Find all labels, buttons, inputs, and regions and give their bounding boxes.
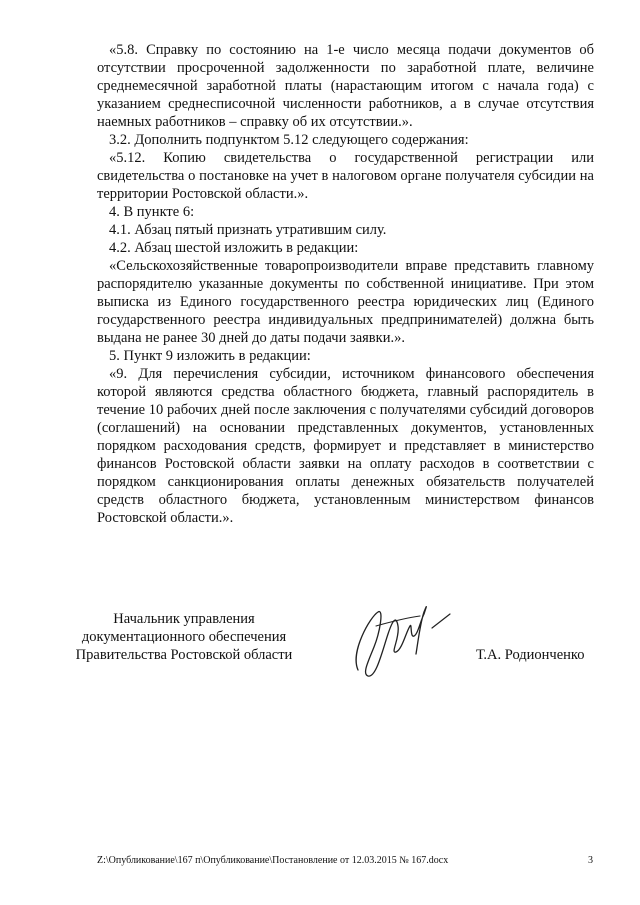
paragraph-4-1: 4.1. Абзац пятый признать утратившим силу.: [109, 222, 387, 238]
paragraph-quote-agri: «Сельскохозяйственные товаропроизводители вправе представить главному распорядителю указанные документы по собственной инициативе. При этом выписка из Единого государственного реестра юридических лиц (Единого государственного реестра индивидуальных предпринимателей) должна быть выдана не ранее 30 дней до даты подачи заявки.».: [97, 258, 594, 346]
paragraph-5: 5. Пункт 9 изложить в редакции:: [109, 348, 311, 364]
document-body: [97, 41, 594, 527]
paragraph-5-12: «5.12. Копию свидетельства о государственной регистрации или свидетельства о постановке на учет в налоговом органе получателя субсидии на территории Ростовской области.».: [97, 150, 594, 202]
page-number: 3: [588, 855, 593, 866]
signatory-title-line-3: Правительства Ростовской области: [75, 647, 293, 663]
footer-file-path: Z:\Опубликование\167 п\Опубликование\Постановление от 12.03.2015 № 167.docx: [97, 855, 449, 866]
paragraph-4-2: 4.2. Абзац шестой изложить в редакции:: [109, 240, 359, 256]
signatory-title-line-2: документационного обеспечения: [81, 629, 287, 645]
paragraph-9: «9. Для перечисления субсидии, источником финансового обеспечения которой являются средства областного бюджета, главный распорядитель в течение 10 рабочих дней после заключения с получателями субсидий договоров (соглашений) на основании представленных документов, установленных порядком расходования средств, формирует и представляет в министерство финансов Ростовской области заявки на оплату расходов в соответствии с порядком санкционирования оплаты денежных обязательств получателей средств областного бюджета, установленным министерством финансов Ростовской области.».: [97, 366, 594, 526]
paragraph-5-8: «5.8. Справку по состоянию на 1-е число месяца подачи документов об отсутствии просроченной задолженности по заработной плате, величине среднемесячной заработной платы (нарастающим итогом с начала года) с указанием среднесписочной численности работников, а в случае отсутствия наемных работников – справку об их отсутствии.».: [97, 42, 594, 130]
handwritten-signature: [340, 592, 460, 684]
paragraph-3-2: 3.2. Дополнить подпунктом 5.12 следующего содержания:: [109, 132, 469, 148]
signatory-title: [70, 610, 298, 664]
signatory-name: Т.А. Родионченко: [476, 647, 585, 663]
signatory-title-line-1: Начальник управления: [113, 611, 255, 627]
paragraph-4: 4. В пункте 6:: [109, 204, 195, 220]
